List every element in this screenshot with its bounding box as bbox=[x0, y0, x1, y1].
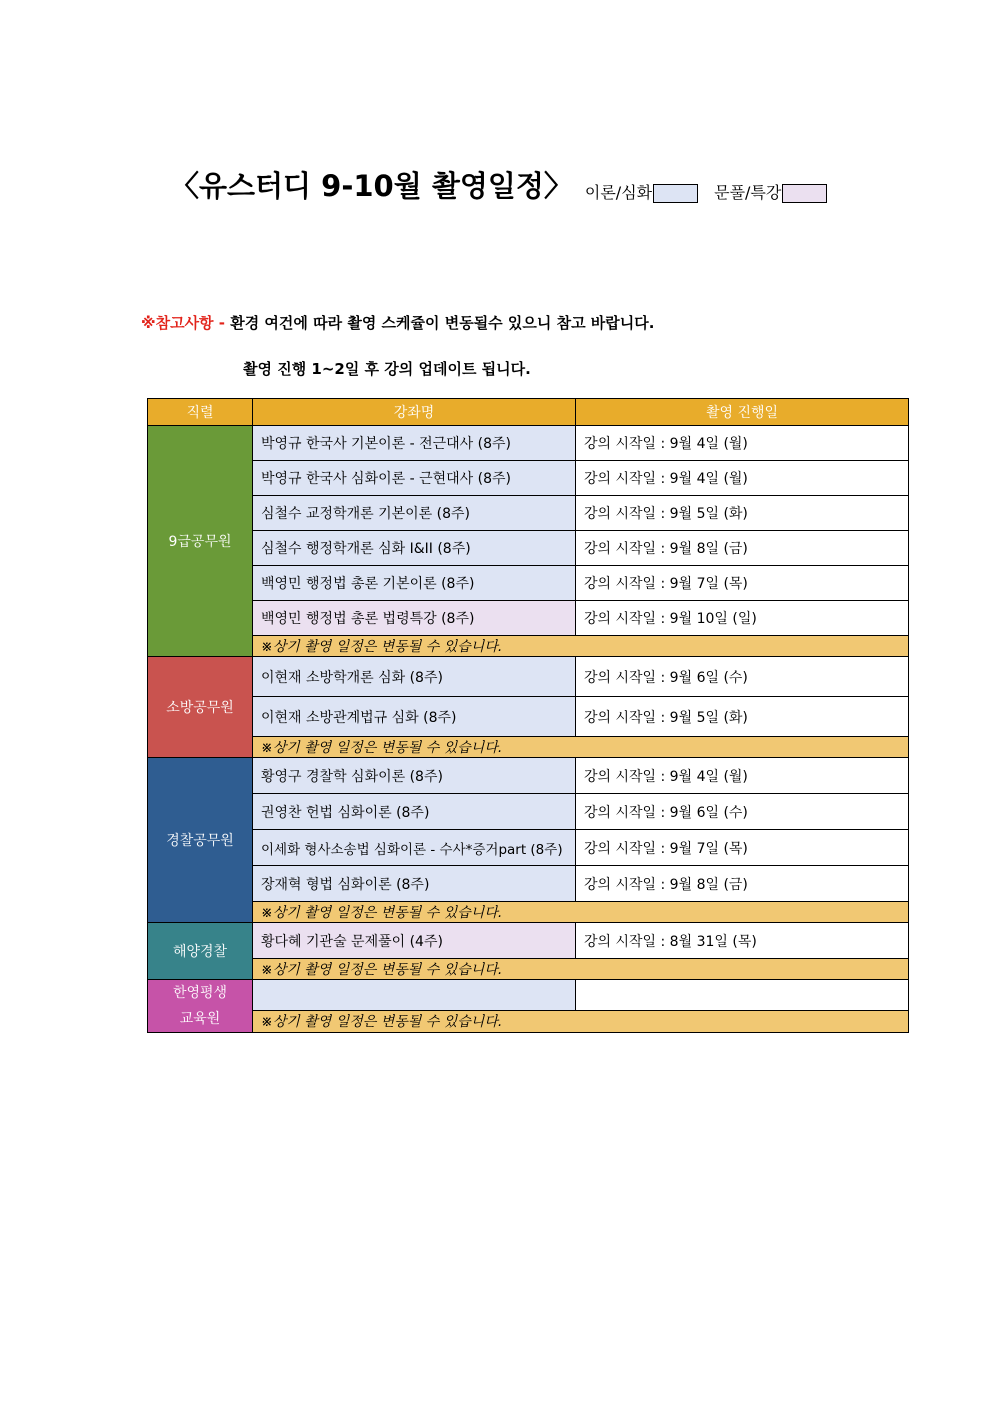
start-date: 강의 시작일 : 8월 31일 (목) bbox=[576, 923, 909, 959]
notice-row bbox=[148, 1010, 909, 1032]
table-row bbox=[148, 980, 909, 1011]
table-row bbox=[148, 566, 909, 601]
category-lifelong-education bbox=[148, 980, 253, 1033]
start-date: 강의 시작일 : 9월 8일 (금) bbox=[576, 531, 909, 566]
start-date: 강의 시작일 : 9월 5일 (화) bbox=[576, 496, 909, 531]
course-name: 이현재 소방관계법규 심화 (8주) bbox=[253, 697, 576, 737]
start-date: 강의 시작일 : 9월 7일 (목) bbox=[576, 830, 909, 866]
reference-note-prefix: ※참고사항 - bbox=[141, 314, 225, 332]
start-date: 강의 시작일 : 9월 4일 (월) bbox=[576, 461, 909, 496]
course-name: 심철수 행정학개론 심화 I&II (8주) bbox=[253, 531, 576, 566]
start-date: 강의 시작일 : 9월 5일 (화) bbox=[576, 697, 909, 737]
category-9th-grade: 9급공무원 bbox=[148, 426, 253, 657]
start-date: 강의 시작일 : 9월 8일 (금) bbox=[576, 866, 909, 902]
start-date: 강의 시작일 : 9월 6일 (수) bbox=[576, 794, 909, 830]
course-name: 심철수 교정학개론 기본이론 (8주) bbox=[253, 496, 576, 531]
schedule-change-notice: ※상기 촬영 일정은 변동될 수 있습니다. bbox=[253, 959, 909, 980]
table-row bbox=[148, 601, 909, 636]
title-row bbox=[170, 160, 827, 206]
start-date: 강의 시작일 : 9월 10일 (일) bbox=[576, 601, 909, 636]
table-row bbox=[148, 697, 909, 737]
legend-special bbox=[714, 180, 827, 206]
course-name: 이현재 소방학개론 심화 (8주) bbox=[253, 657, 576, 697]
course-name: 권영찬 헌법 심화이론 (8주) bbox=[253, 794, 576, 830]
legend-theory-label: 이론/심화 bbox=[584, 183, 653, 202]
schedule-change-notice: ※상기 촬영 일정은 변동될 수 있습니다. bbox=[253, 737, 909, 758]
start-date: 강의 시작일 : 9월 7일 (목) bbox=[576, 566, 909, 601]
start-date: 강의 시작일 : 9월 6일 (수) bbox=[576, 657, 909, 697]
course-name: 장재혁 형법 심화이론 (8주) bbox=[253, 866, 576, 902]
table-row bbox=[148, 830, 909, 866]
reference-note-line1: 환경 여건에 따라 촬영 스케쥴이 변동될수 있으니 참고 바랍니다. bbox=[230, 314, 655, 332]
start-date: 강의 시작일 : 9월 4일 (월) bbox=[576, 426, 909, 461]
header-category: 직렬 bbox=[148, 399, 253, 426]
start-date: 강의 시작일 : 9월 4일 (월) bbox=[576, 758, 909, 794]
table-row bbox=[148, 461, 909, 496]
table-row bbox=[148, 426, 909, 461]
category-edu-line1: 한영평생 bbox=[172, 985, 228, 1001]
legend-special-label: 문풀/특강 bbox=[714, 183, 782, 202]
page-title: 〈유스터디 9-10월 촬영일정〉 bbox=[170, 169, 573, 203]
legend-theory-swatch bbox=[653, 184, 698, 203]
table-row bbox=[148, 496, 909, 531]
table-row bbox=[148, 531, 909, 566]
header-date: 촬영 진행일 bbox=[576, 399, 909, 426]
start-date bbox=[576, 980, 909, 1011]
course-name: 박영규 한국사 심화이론 - 근현대사 (8주) bbox=[253, 461, 576, 496]
schedule-change-notice: ※상기 촬영 일정은 변동될 수 있습니다. bbox=[253, 636, 909, 657]
schedule-change-notice: ※상기 촬영 일정은 변동될 수 있습니다. bbox=[253, 902, 909, 923]
category-police: 경찰공무원 bbox=[148, 758, 253, 923]
course-name: 박영규 한국사 기본이론 - 전근대사 (8주) bbox=[253, 426, 576, 461]
course-name: 이세화 형사소송법 심화이론 - 수사*증거part (8주) bbox=[253, 830, 576, 866]
reference-note-line2: 촬영 진행 1~2일 후 강의 업데이트 됩니다. bbox=[243, 360, 531, 378]
table-row bbox=[148, 758, 909, 794]
header-course: 강좌명 bbox=[253, 399, 576, 426]
notice-row bbox=[148, 737, 909, 758]
legend-theory bbox=[585, 180, 698, 206]
course-name: 황다혜 기관술 문제풀이 (4주) bbox=[253, 923, 576, 959]
course-name bbox=[253, 980, 576, 1011]
course-name: 황영구 경찰학 심화이론 (8주) bbox=[253, 758, 576, 794]
legend-special-swatch bbox=[782, 184, 827, 203]
notice-row bbox=[148, 902, 909, 923]
category-edu-line2: 교육원 bbox=[179, 1011, 221, 1027]
schedule-change-notice: ※상기 촬영 일정은 변동될 수 있습니다. bbox=[253, 1010, 909, 1032]
schedule-table bbox=[147, 398, 909, 1033]
notice-row bbox=[148, 959, 909, 980]
table-row bbox=[148, 657, 909, 697]
reference-note bbox=[141, 312, 654, 333]
course-name: 백영민 행정법 총론 법령특강 (8주) bbox=[253, 601, 576, 636]
category-fire: 소방공무원 bbox=[148, 657, 253, 758]
table-row bbox=[148, 923, 909, 959]
table-row bbox=[148, 794, 909, 830]
table-header-row bbox=[148, 399, 909, 426]
course-name: 백영민 행정법 총론 기본이론 (8주) bbox=[253, 566, 576, 601]
category-coast-guard: 해양경찰 bbox=[148, 923, 253, 980]
table-row bbox=[148, 866, 909, 902]
notice-row bbox=[148, 636, 909, 657]
